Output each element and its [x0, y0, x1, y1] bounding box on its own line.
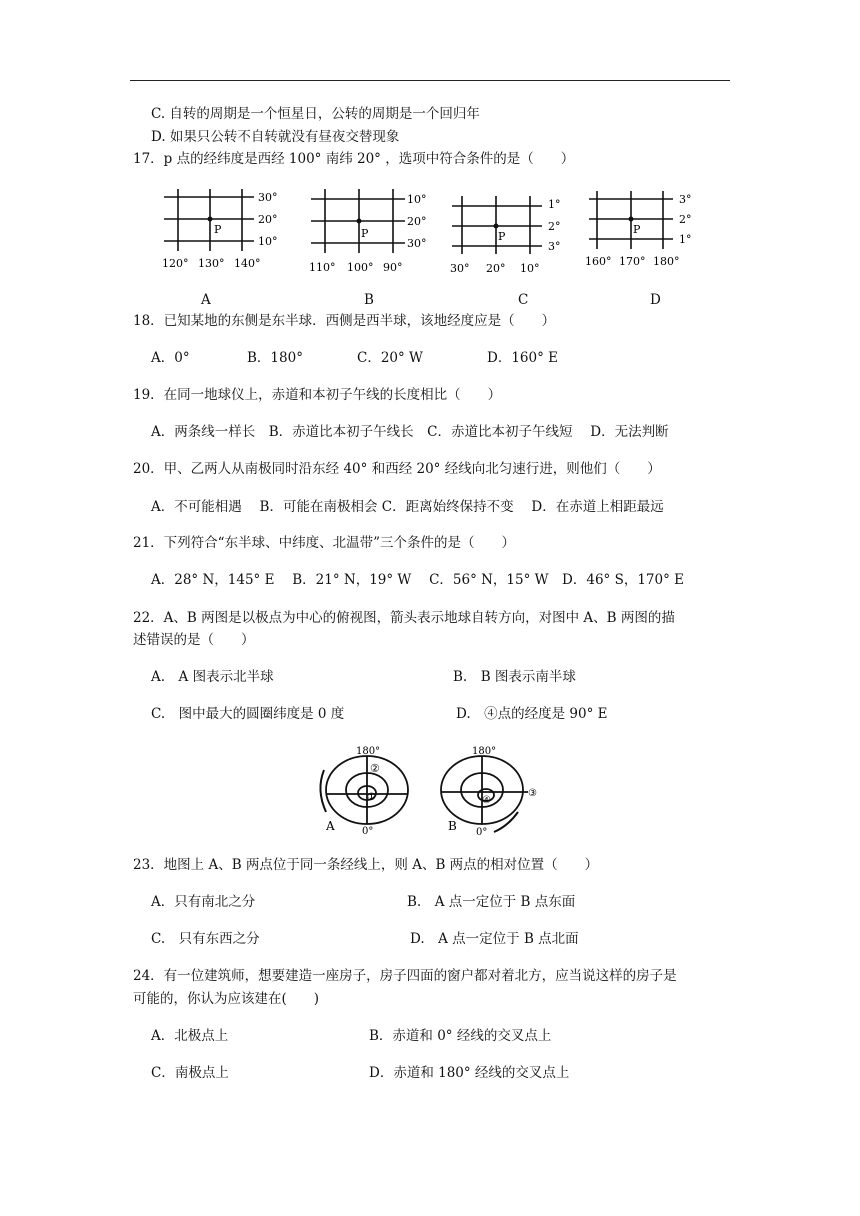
q22-option-b: B. B 图表示南半球 — [453, 669, 576, 685]
svg-text:20°: 20° — [407, 215, 427, 228]
svg-text:140°: 140° — [234, 257, 261, 270]
svg-text:3°: 3° — [679, 193, 692, 206]
q16-option-c: C. 自转的周期是一个恒星日，公转的周期是一个回归年 — [151, 106, 480, 122]
svg-text:0°: 0° — [476, 827, 488, 838]
q22-stem-line1: 22．A、B 两图是以极点为中心的俯视图，箭头表示地球自转方向，对图中 A、B 两图的描 — [133, 610, 675, 626]
svg-text:1°: 1° — [679, 233, 692, 246]
q17-grid-d — [583, 187, 723, 275]
q17-grid-a — [158, 185, 298, 275]
svg-text:90°: 90° — [383, 261, 403, 274]
q23-stem: 23．地图上 A、B 两点位于同一条经线上，则 A、B 两点的相对位置（ ） — [133, 857, 599, 873]
q18-option-d: D．160° E — [487, 350, 558, 366]
q17-label-c: C — [518, 292, 529, 308]
svg-text:30°: 30° — [450, 262, 470, 275]
svg-text:30°: 30° — [407, 237, 427, 250]
grid-a-point: P — [214, 223, 222, 236]
q22-stem-line2: 述错误的是（ ） — [133, 632, 255, 648]
svg-text:10°: 10° — [407, 193, 427, 206]
q18-stem: 18．已知某地的东侧是东半球．西侧是西半球，该地经度应是（ ） — [133, 313, 556, 329]
q23-option-a: A．只有南北之分 — [151, 894, 256, 910]
svg-text:①: ① — [367, 792, 376, 803]
svg-text:B: B — [448, 819, 457, 833]
q22-option-c: C. 图中最大的圆圈纬度是 0 度 — [151, 706, 345, 722]
svg-text:④: ④ — [482, 795, 491, 806]
q22-figure-a — [320, 746, 408, 837]
svg-text:100°: 100° — [347, 261, 374, 274]
q24-option-c: C．南极点上 — [151, 1065, 229, 1081]
svg-text:1°: 1° — [548, 198, 561, 211]
svg-text:3°: 3° — [548, 240, 561, 253]
q21-stem: 21．下列符合“东半球、中纬度、北温带”三个条件的是（ ） — [133, 535, 515, 551]
q19-options: A．两条线一样长 B．赤道比本初子午线长 C．赤道比本初子午线短 D．无法判断 — [151, 424, 669, 440]
svg-text:180°: 180° — [472, 746, 497, 757]
q17-grid-b — [305, 185, 445, 275]
q24-option-d: D．赤道和 180° 经线的交叉点上 — [369, 1065, 570, 1081]
q22-option-a: A. A 图表示北半球 — [151, 669, 274, 685]
q24-option-a: A．北极点上 — [151, 1028, 229, 1044]
svg-text:180°: 180° — [653, 255, 680, 268]
q17-label-a: A — [201, 292, 211, 308]
svg-text:2°: 2° — [679, 213, 692, 226]
svg-text:170°: 170° — [619, 255, 646, 268]
svg-text:130°: 130° — [198, 257, 225, 270]
q24-option-b: B．赤道和 0° 经线的交叉点上 — [369, 1028, 552, 1044]
svg-text:110°: 110° — [309, 261, 336, 274]
q18-option-a: A．0° — [151, 350, 190, 366]
svg-text:180°: 180° — [356, 746, 381, 757]
q19-stem: 19．在同一地球仪上，赤道和本初子午线的长度相比（ ） — [133, 387, 502, 403]
svg-text:10°: 10° — [258, 235, 278, 248]
svg-text:0°: 0° — [362, 826, 374, 837]
svg-text:120°: 120° — [162, 257, 189, 270]
q21-options: A．28° N，145° E B．21° N，19° W C．56° N，15° W D．46° S，170° E — [151, 572, 684, 588]
q24-stem-line1: 24．有一位建筑师，想要建造一座房子，房子四面的窗户都对着北方，应当说这样的房子是 — [133, 968, 677, 984]
svg-text:20°: 20° — [486, 262, 506, 275]
svg-text:160°: 160° — [585, 255, 612, 268]
svg-text:③: ③ — [528, 788, 537, 799]
q17-label-d: D — [650, 292, 661, 308]
svg-text:2°: 2° — [548, 220, 561, 233]
q18-option-c: C．20° W — [357, 350, 423, 366]
q23-option-b: B. A 点一定位于 B 点东面 — [407, 894, 576, 910]
q22-option-d: D. ④点的经度是 90° E — [456, 706, 608, 722]
svg-text:②: ② — [370, 762, 380, 775]
q23-option-d: D. A 点一定位于 B 点北面 — [410, 931, 579, 947]
q17-label-b: B — [364, 292, 374, 308]
q23-option-c: C. 只有东西之分 — [151, 931, 260, 947]
q20-options: A．不可能相遇 B．可能在南极相会 C．距离始终保持不变 D．在赤道上相距最远 — [151, 499, 664, 515]
q22-figure — [312, 740, 552, 840]
q20-stem: 20．甲、乙两人从南极同时沿东经 40° 和西经 20° 经线向北匀速行进，则他们（ ） — [133, 461, 661, 477]
q17-grid-c — [448, 190, 588, 278]
grid-c-point: P — [498, 230, 506, 243]
q24-stem-line2: 可能的，你认为应该建在( ) — [133, 991, 320, 1007]
q16-option-d: D. 如果只公转不自转就没有昼夜交替现象 — [151, 129, 400, 145]
svg-text:30°: 30° — [258, 191, 278, 204]
svg-text:20°: 20° — [258, 213, 278, 226]
grid-b-point: P — [361, 227, 369, 240]
svg-text:10°: 10° — [520, 262, 540, 275]
q18-option-b: B．180° — [247, 350, 303, 366]
q22-figure-b — [441, 746, 537, 838]
header-rule — [130, 80, 730, 81]
grid-d-point: P — [633, 223, 641, 236]
svg-text:A: A — [326, 819, 335, 833]
q17-stem: 17．p 点的经纬度是西经 100° 南纬 20° ，选项中符合条件的是（ ） — [133, 151, 575, 167]
